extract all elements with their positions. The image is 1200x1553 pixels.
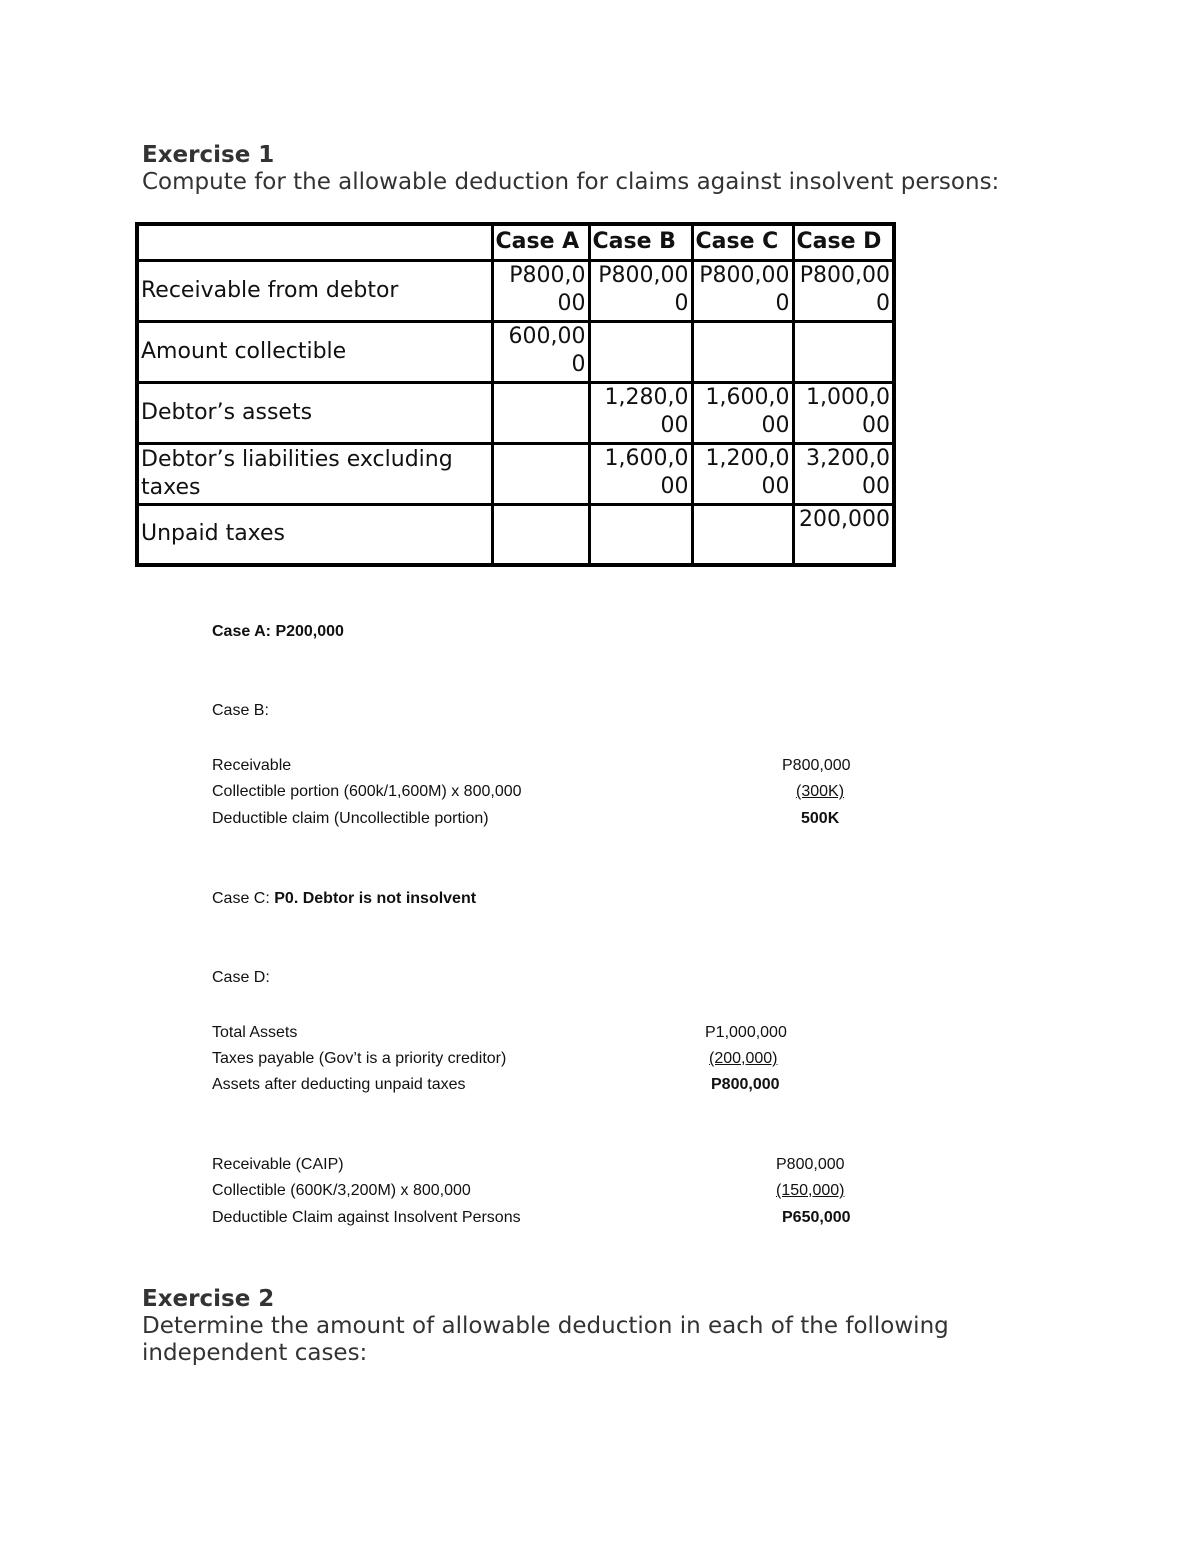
row-label: Debtor’s liabilities excluding taxes [137, 443, 492, 504]
table-cell [492, 443, 589, 504]
case-d-line-amount: P800,000 [776, 1156, 845, 1173]
table-cell: 3,200,000 [793, 443, 894, 504]
table-cell [589, 321, 692, 382]
table-cell: 1,000,000 [793, 382, 894, 443]
table-cell: P800,000 [492, 260, 589, 321]
case-c-solution [212, 890, 476, 908]
table-cell: P800,000 [589, 260, 692, 321]
case-a-answer: P200,000 [275, 623, 344, 640]
exercise-2-title: Exercise 2 [142, 1286, 275, 1312]
exercise-2-instruction: Determine the amount of allowable deduction in each of the following independent cases: [142, 1313, 949, 1366]
case-a-solution [212, 623, 344, 641]
table-cell [492, 382, 589, 443]
exercise-1-instruction: Compute for the allowable deduction for claims against insolvent persons: [142, 169, 1000, 195]
table-cell: 1,280,000 [589, 382, 692, 443]
table-header-cell: Case B [589, 224, 692, 260]
table-row [137, 382, 894, 443]
table-row [137, 504, 894, 565]
table-cell: 200,000 [793, 504, 894, 565]
case-d-label: Case D: [212, 969, 270, 986]
case-d-line-text: Deductible Claim against Insolvent Persons [212, 1209, 521, 1226]
table-cell [589, 504, 692, 565]
exercise-1-title: Exercise 1 [142, 142, 275, 168]
case-b-line-text: Receivable [212, 757, 292, 774]
case-d-line-text: Receivable (CAIP) [212, 1156, 344, 1173]
case-b-line-amount: 500K [801, 810, 840, 827]
case-d-line-amount: P800,000 [711, 1076, 780, 1093]
case-d-line-text: Total Assets [212, 1024, 298, 1041]
table-header-cell: Case D [793, 224, 894, 260]
table-row [137, 443, 894, 504]
case-b-line-text: Collectible portion (600k/1,600M) x 800,000 [212, 783, 522, 800]
case-b-line-amount: P800,000 [782, 757, 851, 774]
case-a-label: Case A: [212, 623, 271, 640]
case-b-line-text: Deductible claim (Uncollectible portion) [212, 810, 489, 827]
row-label: Debtor’s assets [137, 382, 492, 443]
table-header-cell: Case A [492, 224, 589, 260]
table-header-cell [137, 224, 492, 260]
case-b-line-amount: (300K) [796, 783, 845, 800]
row-label: Unpaid taxes [137, 504, 492, 565]
case-d-line-amount: (150,000) [776, 1182, 845, 1199]
case-d-line-text: Collectible (600K/3,200M) x 800,000 [212, 1182, 471, 1199]
table-cell [692, 321, 793, 382]
table-cell [492, 504, 589, 565]
case-d-line-amount: (200,000) [709, 1050, 778, 1067]
table-header-cell: Case C [692, 224, 793, 260]
table-cell: 1,200,000 [692, 443, 793, 504]
table-row [137, 321, 894, 382]
table-cell: 600,000 [492, 321, 589, 382]
case-d-line-amount: P1,000,000 [705, 1024, 787, 1041]
cases-table [135, 222, 896, 567]
case-b-label: Case B: [212, 702, 269, 719]
table-cell: P800,000 [692, 260, 793, 321]
table-header-row [137, 224, 894, 260]
row-label: Amount collectible [137, 321, 492, 382]
case-d-line-text: Assets after deducting unpaid taxes [212, 1076, 466, 1093]
case-c-answer: P0. Debtor is not insolvent [274, 890, 477, 907]
table-cell: 1,600,000 [692, 382, 793, 443]
table-cell [692, 504, 793, 565]
case-d-line-amount: P650,000 [782, 1209, 851, 1226]
table-cell: P800,000 [793, 260, 894, 321]
row-label: Receivable from debtor [137, 260, 492, 321]
table-cell [793, 321, 894, 382]
table-cell: 1,600,000 [589, 443, 692, 504]
case-d-line-text: Taxes payable (Gov’t is a priority creditor) [212, 1050, 507, 1067]
case-c-label: Case C: [212, 890, 270, 907]
table-row [137, 260, 894, 321]
